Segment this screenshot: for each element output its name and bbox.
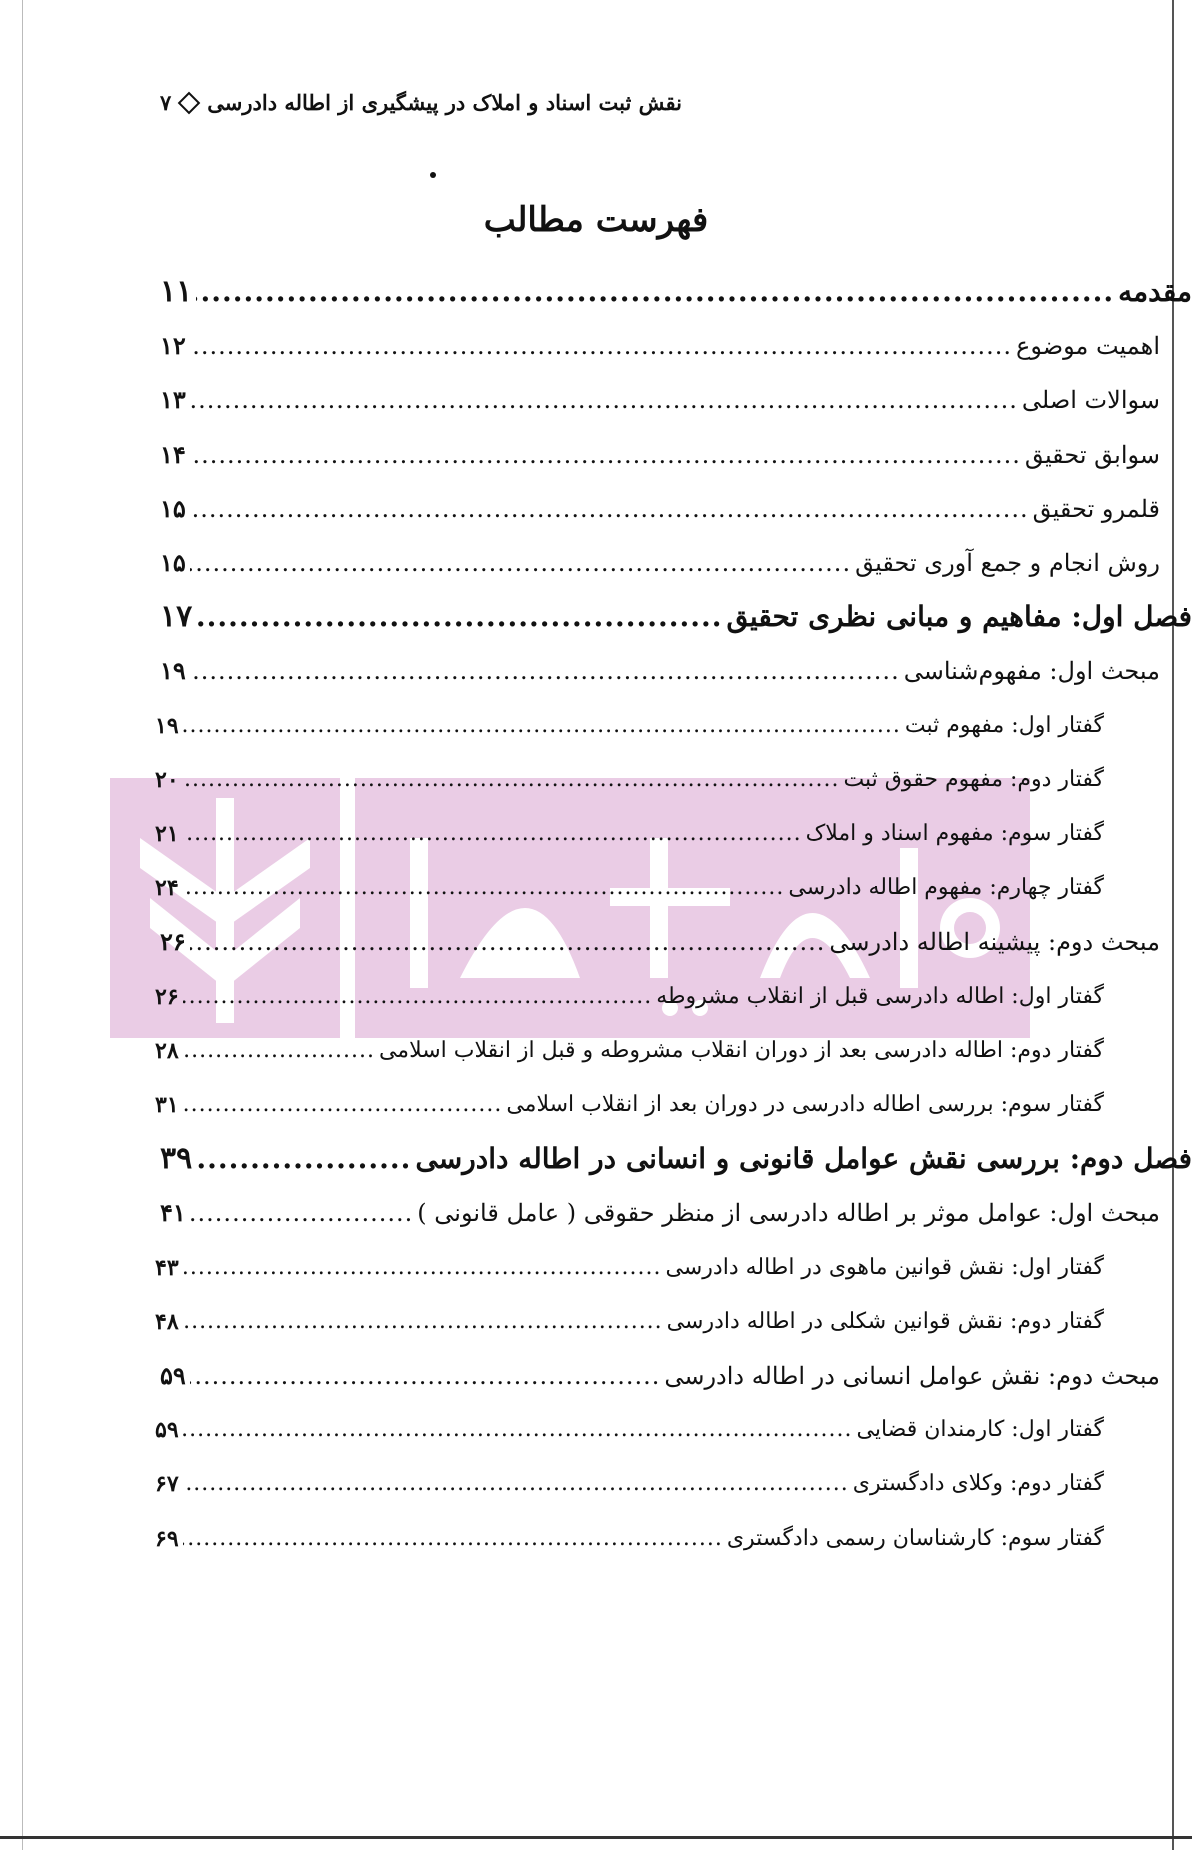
toc-entry — [155, 706, 1104, 746]
toc-entry-label: فصل اول: مفاهیم و مبانی نظری تحقیق — [726, 600, 1192, 633]
toc-entry-label: سوالات اصلی — [1021, 386, 1160, 414]
toc-entry — [160, 1139, 1192, 1179]
toc-entry-label: فصل دوم: بررسی نقش عوامل قانونی و انسانی در اطاله دادرسی — [415, 1142, 1192, 1175]
toc-entry-label: گفتار اول: مفهوم ثبت — [904, 713, 1104, 738]
toc-entry-page: ۱۷ — [160, 599, 193, 634]
toc-entry-label: گفتار دوم: وکلای دادگستری — [852, 1471, 1104, 1496]
toc-leader-dots — [190, 1193, 414, 1233]
toc-entry-page: ۱۴ — [160, 440, 186, 469]
toc-leader-dots — [190, 380, 1018, 420]
toc-entry-label: گفتار سوم: بررسی اطاله دادرسی در دوران بعد از انقلاب اسلامی — [506, 1092, 1104, 1117]
running-title: نقش ثبت اسناد و املاک در پیشگیری از اطاله دادرسی — [207, 90, 682, 115]
toc-entry — [160, 489, 1160, 529]
toc-entry-page: ۳۹ — [160, 1141, 193, 1176]
toc-entry — [160, 380, 1160, 420]
toc-entry-label: اهمیت موضوع — [1016, 332, 1160, 360]
toc-entry — [155, 1464, 1104, 1504]
toc-entry-page: ۲۶ — [155, 984, 179, 1010]
toc-entry — [160, 922, 1160, 962]
toc-entry-label: گفتار سوم: مفهوم اسناد و املاک — [805, 821, 1104, 846]
toc-entry-label: قلمرو تحقیق — [1032, 495, 1160, 523]
toc-entry-label: مقدمه — [1118, 275, 1192, 308]
toc-leader-dots — [196, 597, 722, 637]
toc-entry — [155, 814, 1104, 854]
header-page-number: ۷ — [160, 90, 172, 115]
toc-entry-page: ۶۷ — [155, 1471, 179, 1497]
toc-entry-page: ۴۸ — [155, 1309, 179, 1335]
toc-entry — [155, 1410, 1104, 1450]
toc-leader-dots — [183, 1410, 853, 1450]
toc-entry — [160, 326, 1160, 366]
toc-entry-page: ۵۹ — [160, 1361, 186, 1390]
toc-leader-dots — [196, 272, 1114, 312]
toc-entry-page: ۲۰ — [155, 767, 179, 793]
toc-leader-dots — [190, 489, 1029, 529]
toc-entry — [155, 1031, 1104, 1071]
toc-leader-dots — [190, 543, 851, 583]
toc-entry — [160, 1193, 1160, 1233]
toc-entry — [160, 651, 1160, 691]
toc-leader-dots — [190, 1356, 661, 1396]
toc-entry-page: ۲۱ — [155, 821, 179, 847]
toc-leader-dots — [190, 651, 900, 691]
toc-entry-page: ۲۴ — [155, 875, 179, 901]
toc-leader-dots — [183, 706, 901, 746]
toc-entry-page: ۱۹ — [155, 713, 179, 739]
toc-entry — [155, 977, 1104, 1017]
toc-entry-label: گفتار دوم: اطاله دادرسی بعد از دوران انقلاب مشروطه و قبل از انقلاب اسلامی — [378, 1038, 1104, 1063]
toc-entry-label: مبحث اول: عوامل موثر بر اطاله دادرسی از منظر حقوقی ( عامل قانونی ) — [417, 1199, 1160, 1227]
toc-entry — [155, 1302, 1104, 1342]
toc-leader-dots — [183, 1248, 662, 1288]
toc-leader-dots — [183, 1031, 375, 1071]
toc-entry-label: روش انجام و جمع آوری تحقیق — [855, 549, 1160, 577]
toc-leader-dots — [183, 977, 653, 1017]
toc-entry — [155, 868, 1104, 908]
toc-leader-dots — [183, 1519, 723, 1559]
toc-entry-label: گفتار دوم: نقش قوانین شکلی در اطاله دادرسی — [666, 1309, 1104, 1334]
toc-entry-label: سوابق تحقیق — [1024, 441, 1160, 469]
toc-entry-page: ۱۳ — [160, 385, 186, 414]
toc-entry-label: مبحث دوم: نقش عوامل انسانی در اطاله دادرسی — [664, 1362, 1160, 1390]
toc-entry-label: گفتار اول: اطاله دادرسی قبل از انقلاب مشروطه — [656, 984, 1104, 1009]
toc-leader-dots — [183, 814, 802, 854]
toc-entry-page: ۴۳ — [155, 1255, 179, 1281]
toc-entry — [155, 1085, 1104, 1125]
toc-entry — [155, 1519, 1104, 1559]
toc-entry-page: ۱۹ — [160, 656, 186, 685]
toc-entry-label: گفتار دوم: مفهوم حقوق ثبت — [843, 767, 1104, 792]
toc-entry — [160, 1356, 1160, 1396]
toc-entry — [160, 543, 1160, 583]
toc-leader-dots — [196, 1139, 411, 1179]
toc-leader-dots — [190, 922, 826, 962]
toc-entry — [160, 435, 1160, 475]
page-title: فهرست مطالب — [483, 200, 709, 240]
toc-entry-page: ۵۹ — [155, 1417, 179, 1443]
toc-entry-label: مبحث دوم: پیشینه اطاله دادرسی — [829, 928, 1160, 956]
toc-entry-page: ۱۵ — [160, 548, 186, 577]
toc-entry-page: ۱۱ — [160, 274, 193, 309]
toc-entry — [160, 272, 1192, 312]
toc-entry-label: مبحث اول: مفهوم‌شناسی — [903, 657, 1160, 685]
toc-leader-dots — [190, 435, 1021, 475]
toc-entry-page: ۴۱ — [160, 1198, 186, 1227]
toc-entry-page: ۶۹ — [155, 1526, 179, 1552]
toc-entry-label: گفتار چهارم: مفهوم اطاله دادرسی — [788, 875, 1104, 900]
toc-entry — [155, 760, 1104, 800]
toc-entry-page: ۲۸ — [155, 1038, 179, 1064]
toc-entry-page: ۲۶ — [160, 927, 186, 956]
toc-leader-dots — [183, 1302, 663, 1342]
toc-leader-dots — [183, 868, 785, 908]
toc-leader-dots — [183, 1085, 503, 1125]
toc-entry-page: ۱۲ — [160, 331, 186, 360]
toc-entry-label: گفتار سوم: کارشناسان رسمی دادگستری — [726, 1526, 1104, 1551]
toc-entry-label: گفتار اول: کارمندان قضایی — [856, 1417, 1104, 1442]
toc-entry — [155, 1248, 1104, 1288]
toc-leader-dots — [183, 760, 840, 800]
toc-entry-page: ۱۵ — [160, 494, 186, 523]
toc-leader-dots — [190, 326, 1012, 366]
toc-entry-page: ۳۱ — [155, 1092, 179, 1118]
toc-entry-label: گفتار اول: نقش قوانین ماهوی در اطاله دادرسی — [665, 1255, 1104, 1280]
toc-leader-dots — [183, 1464, 849, 1504]
toc-entry — [160, 597, 1192, 637]
